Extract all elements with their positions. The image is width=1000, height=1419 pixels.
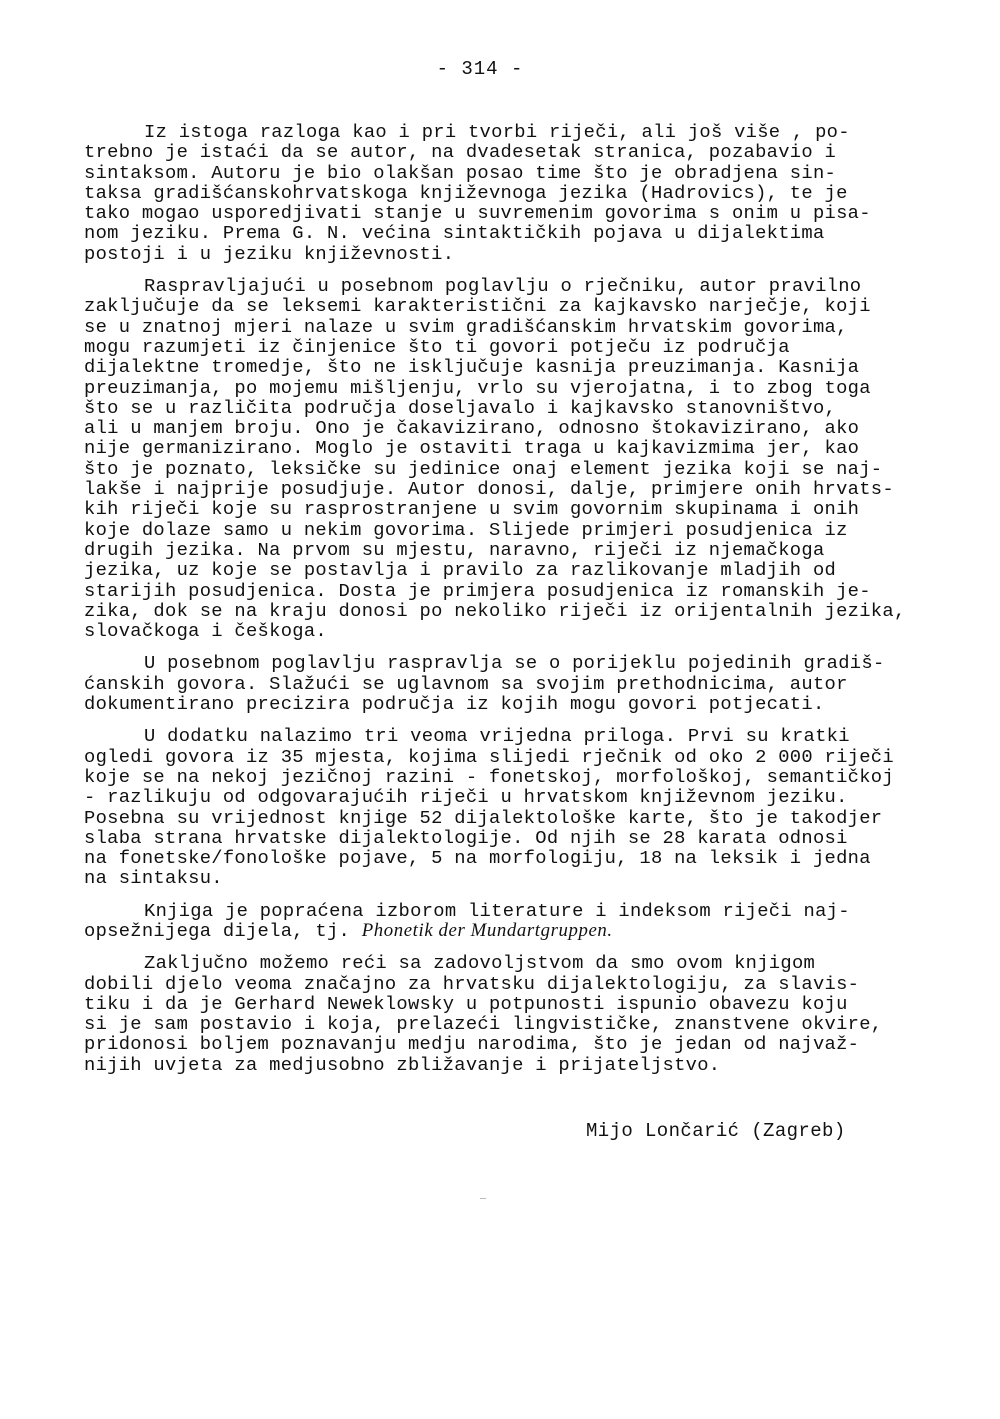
- text-line: jezika, uz koje se postavlja i pravilo za razlikovanje mladjih od: [84, 559, 837, 582]
- text-line: ali u manjem broju. Ono je čakavizirano, odnosno štokavizirano, ako: [84, 417, 860, 440]
- text-line: na sintaksu.: [84, 867, 223, 890]
- paragraph-syntax: [84, 122, 934, 264]
- scan-mark: [480, 1198, 486, 1199]
- text-line: koje dolaze samo u nekim govorima. Slijede primjeri posudjenica iz: [84, 518, 848, 541]
- text-line: kih riječi koje su rasprostranjene u svim govornim skupinama i onih: [84, 498, 860, 521]
- text-line: pridonosi boljem poznavanju medju narodima, što je jedan od najvaž-: [84, 1033, 860, 1056]
- text-line: Raspravljajući u posebnom poglavlju o rječniku, autor pravilno: [144, 275, 862, 298]
- text-line: dokumentirano precizira područja iz kojih mogu govori potjecati.: [84, 693, 825, 716]
- paragraph-conclusion: [84, 953, 934, 1075]
- author-signature: Mijo Lončarić (Zagreb): [586, 1120, 846, 1142]
- text-line: preuzimanja, po mojemu mišljenju, vrlo su vjerojatna, i to zbog toga: [84, 376, 871, 399]
- text-line: tiku i da je Gerhard Neweklowsky u potpunosti ispunio obavezu koju: [84, 992, 848, 1015]
- paragraph-lexicon: [84, 276, 934, 641]
- text-line: dobili djelo veoma značajno za hrvatsku dijalektologiju, za slavis-: [84, 972, 860, 995]
- text-line: koje se na nekoj jezičnoj razini - fonetskoj, morfološkoj, semantičkoj: [84, 765, 894, 788]
- text-line: taksa gradišćanskohrvatskoga književnoga jezika (Hadrovics), te je: [84, 181, 848, 204]
- text-line: - razlikuju od odgovarajućih riječi u hrvatskom književnom jeziku.: [84, 786, 848, 809]
- paragraph-appendix: [84, 726, 934, 888]
- text-line: starijih posudjenica. Dosta je primjera posudjenica iz romanskih je-: [84, 579, 871, 602]
- text-line: Iz istoga razloga kao i pri tvorbi riječi, ali još više , po-: [144, 121, 850, 143]
- text-line: nom jeziku. Prema G. N. većina sintaktičkih pojava u dijalektima: [84, 222, 825, 245]
- paragraph-literature: [84, 901, 934, 942]
- text-line: nijih uvjeta za medjusobno zbližavanje i prijateljstvo.: [84, 1053, 721, 1076]
- text-line: zika, dok se na kraju donosi po nekoliko riječi iz orijentalnih jezika,: [84, 599, 906, 622]
- text-line: nije germanizirano. Moglo je ostaviti traga u kajkavizmima jer, kao: [84, 437, 860, 460]
- page-number: - 314 -: [436, 58, 524, 80]
- text-line: Knjiga je popraćena izborom literature i indeksom riječi naj-: [144, 899, 850, 922]
- text-line: slovačkoga i češkoga.: [84, 620, 327, 643]
- text-line: što se u različita područja doseljavalo i kajkavsko stanovništvo,: [84, 396, 837, 419]
- text-line: ćanskih govora. Slažući se uglavnom sa svojim prethodnicima, autor: [84, 672, 848, 695]
- text-line: mogu razumjeti iz činjenice što ti govori potječu iz područja: [84, 335, 790, 358]
- text-line: lakše i najprije posudjuje. Autor donosi, dalje, primjere onih hrvats-: [84, 478, 894, 501]
- text-line: trebno je istaći da se autor, na dvadesetak stranica, pozabavio i: [84, 141, 837, 164]
- text-line: dijalektne tromedje, što ne isključuje kasnija preuzimanja. Kasnija: [84, 356, 860, 379]
- text-line: slaba strana hrvatske dijalektologije. Od njih se 28 karata odnosi: [84, 826, 848, 849]
- text-line: što je poznato, leksičke su jedinice onaj element jezika koji se naj-: [84, 457, 883, 480]
- text-line: U posebnom poglavlju raspravlja se o porijeklu pojedinih gradiš-: [144, 652, 885, 675]
- text-line: na fonetske/fonološke pojave, 5 na morfologiju, 18 na leksik i jedna: [84, 847, 871, 870]
- text-line: Zaključno možemo reći sa zadovoljstvom da smo ovom knjigom: [144, 952, 816, 975]
- text-line: si je sam postavio i koja, prelazeći lingvističke, znanstvene okvire,: [84, 1013, 883, 1036]
- text-line: sintaksom. Autoru je bio olakšan posao time što je obradjena sin-: [84, 161, 837, 184]
- review-body: [84, 122, 934, 1087]
- text-line: postoji i u jeziku književnosti.: [84, 242, 455, 265]
- italic-title: Phonetik der Mundartgruppen.: [361, 919, 613, 941]
- text-segment: opsežnijega dijela, tj.: [84, 919, 362, 942]
- text-line: Posebna su vrijednost knjige 52 dijalektološke karte, što je takodjer: [84, 806, 883, 829]
- text-line: zaključuje da se leksemi karakteristični za kajkavsko narječje, koji: [84, 295, 871, 318]
- paragraph-origin: [84, 653, 934, 714]
- text-line: tako mogao usporedjivati stanje u suvremenim govorima s onim u pisa-: [84, 202, 871, 225]
- text-line: drugih jezika. Na prvom su mjestu, naravno, riječi iz njemačkoga: [84, 538, 825, 561]
- text-line-with-italic: [84, 921, 934, 941]
- text-line: ogledi govora iz 35 mjesta, kojima slijedi rječnik od oko 2 000 riječi: [84, 745, 894, 768]
- text-line: se u znatnoj mjeri nalaze u svim gradišćanskim hrvatskim govorima,: [84, 315, 848, 338]
- text-line: U dodatku nalazimo tri veoma vrijedna priloga. Prvi su kratki: [144, 725, 850, 748]
